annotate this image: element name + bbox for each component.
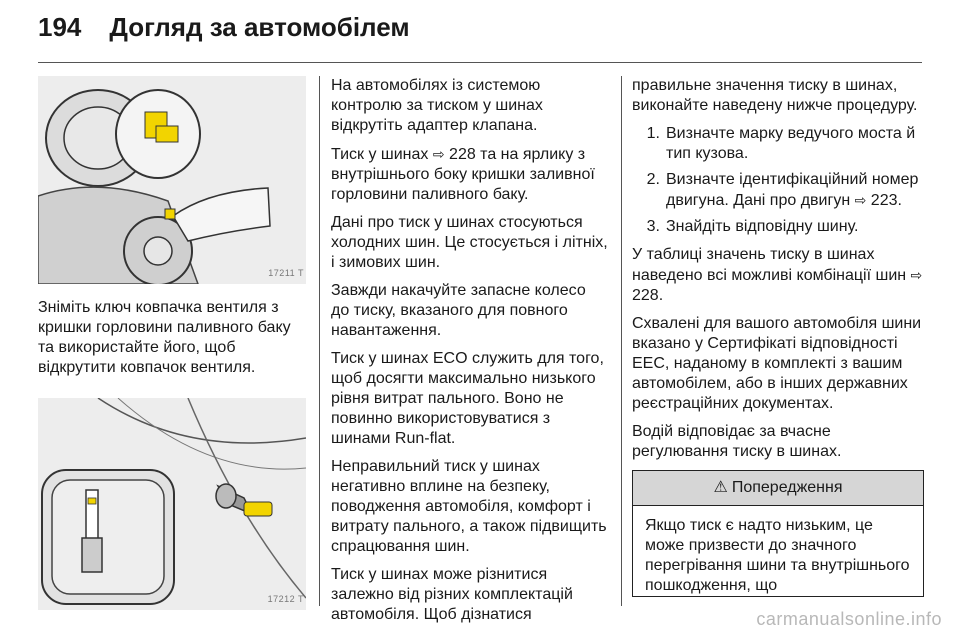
step-text: Знайдіть відповідну шину.	[666, 218, 859, 235]
list-item	[632, 217, 924, 237]
text-segment: 228 та на ярлику з внутрішнього боку кришки заливної горловини паливного баку.	[331, 146, 595, 203]
paragraph-with-reference	[632, 245, 924, 306]
paragraph: На автомобілях із системою контролю за тиском у шинах відкрутіть адаптер клапана.	[331, 77, 543, 134]
watermark: carmanualsonline.info	[756, 609, 942, 629]
paragraph: Схвалені для вашого автомобіля шини вказано у Сертифікаті відповідності ЕЕС, наданому в комплекті з вашим автомобілем, або в інших державних реєстраційних документах.	[632, 315, 922, 412]
paragraph: Дані про тиск у шинах стосуються холодних шин. Це стосується і літніх, і зимових шин.	[331, 214, 608, 271]
figure-caption: Зніміть ключ ковпачка вентиля з кришки горловини паливного баку та використайте його, щоб відкрутити ковпачок вентиля.	[38, 299, 291, 376]
header-rule	[38, 62, 922, 63]
procedure-list	[632, 124, 924, 237]
text-segment: Визначте ідентифікаційний номер двигуна. Дані про двигун	[666, 171, 919, 209]
text-segment: Тиск у шинах	[331, 146, 433, 163]
step-text	[666, 170, 924, 211]
step-number: 3.	[646, 218, 660, 235]
page-title: Догляд за автомобілем	[109, 12, 410, 42]
text-segment: У таблиці значень тиску в шинах наведено всі можливі комбінації шин	[632, 246, 911, 284]
list-item	[632, 170, 924, 211]
list-item	[632, 124, 924, 164]
column-divider-1	[319, 76, 320, 606]
paragraph: Завжди накачуйте запасне колесо до тиску, вказаного для повного навантаження.	[331, 282, 586, 339]
page-reference-icon: ⇨	[854, 192, 867, 208]
page-reference-icon: ⇨	[432, 146, 445, 162]
column-divider-2	[621, 76, 622, 606]
figure-code: 17211 T	[268, 268, 304, 278]
warning-header	[633, 471, 923, 506]
warning-icon: ⚠	[713, 479, 728, 496]
text-segment: 223.	[866, 192, 902, 209]
left-column	[38, 76, 306, 610]
warning-body: Якщо тиск є надто низьким, це може призвести до значного перегрівання шини та внутрішнього пошкодження, що	[645, 517, 910, 594]
page-reference-icon: ⇨	[910, 267, 923, 283]
valve-adapter-illustration	[38, 398, 306, 610]
page-number: 194	[38, 12, 82, 42]
right-column	[632, 76, 924, 597]
warning-title: Попередження	[731, 479, 843, 496]
fuel-cap-drawing	[38, 76, 306, 284]
page-header	[38, 12, 410, 52]
paragraph: Тиск у шинах може різнитися залежно від різних комплектацій автомобіля. Щоб дізнатися	[331, 566, 573, 623]
text-segment: 228.	[632, 287, 664, 304]
paragraph-with-reference	[331, 144, 608, 205]
valve-adapter-drawing	[38, 398, 306, 610]
paragraph: Неправильний тиск у шинах негативно вплине на безпеку, поводження автомобіля, комфорт і витрату пального, а також підвищить спрацювання шин.	[331, 458, 607, 555]
middle-column	[331, 76, 608, 633]
paragraph: Тиск у шинах ECO служить для того, щоб досягти максимально низького рівня витрат пального. Воно не повинно використовуватися з шинами Run-flat.	[331, 350, 604, 447]
paragraph: правильне значення тиску в шинах, виконайте наведену нижче процедуру.	[632, 77, 918, 114]
fuel-cap-illustration	[38, 76, 306, 284]
step-number: 1.	[646, 125, 660, 142]
paragraph: Водій відповідає за вчасне регулювання тиску в шинах.	[632, 423, 842, 460]
step-number: 2.	[646, 171, 660, 188]
figure-code: 17212 T	[267, 594, 304, 604]
warning-box	[632, 470, 924, 597]
step-text: Визначте марку ведучого моста й тип кузова.	[666, 125, 916, 162]
